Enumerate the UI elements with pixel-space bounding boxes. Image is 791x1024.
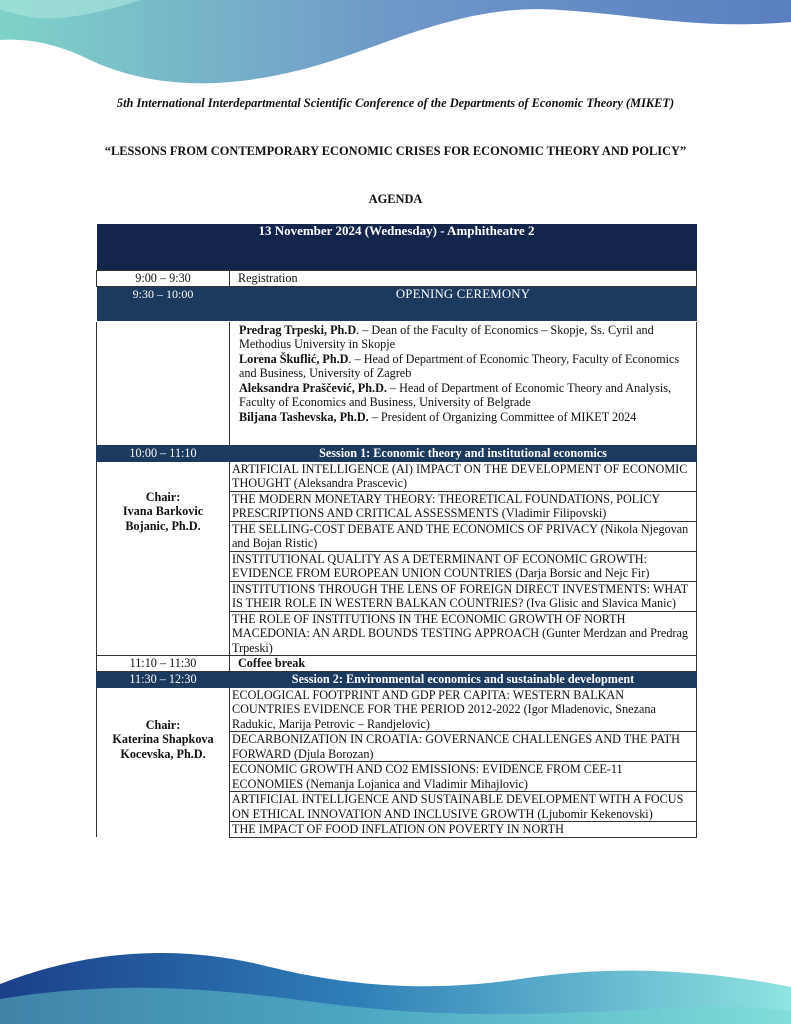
paper-title: ARTIFICIAL INTELLIGENCE (AI) IMPACT ON THE DEVELOPMENT OF ECONOMIC THOUGHT (Aleksandra Prascevic) [230,461,697,491]
conference-theme: “LESSONS FROM CONTEMPORARY ECONOMIC CRISES FOR ECONOMIC THEORY AND POLICY” [104,144,687,158]
session-2-chair [97,687,230,837]
registration-row [97,271,697,287]
session-1-title: Session 1: Economic theory and institutional economics [230,445,697,461]
paper-title: THE MODERN MONETARY THEORY: THEORETICAL FOUNDATIONS, POLICY PRESCRIPTIONS AND CRITICAL ASSESSMENTS (Vladimir Filipovski) [230,491,697,521]
agenda-table [96,224,697,838]
opening-row [97,286,697,321]
session-2-time: 11:30 – 12:30 [97,671,230,687]
agenda-heading: AGENDA [368,192,423,206]
speaker-role: . – Head of Department of Economic Theory, Faculty of Economics and Business, University of Zagreb [239,351,680,380]
session-1-chair [97,461,230,656]
chair-name: Katerina Shapkova Kocevska, Ph.D. [112,732,214,761]
day-header: 13 November 2024 (Wednesday) - Amphitheatre 2 [97,224,697,271]
paper-title: INSTITUTIONAL QUALITY AS A DETERMINANT OF ECONOMIC GROWTH: EVIDENCE FROM EUROPEAN UNION COUNTRIES (Darja Borsic and Nejc Fir) [230,551,697,581]
speaker-name: Lorena Škuflić, Ph.D [239,351,349,366]
paper-title: THE ROLE OF INSTITUTIONS IN THE ECONOMIC GROWTH OF NORTH MACEDONIA: AN ARDL BOUNDS TESTING APPROACH (Gunter Merdzan and Predrag Trpeski) [230,611,697,656]
opening-speakers [230,321,697,445]
chair-label: Chair: [145,717,181,732]
session-1-header-row [97,445,697,461]
chair-label: Chair: [145,489,181,504]
opening-speakers-row [97,321,697,445]
opening-time: 9:30 – 10:00 [97,286,230,321]
bottom-wave-decoration [0,929,791,1024]
coffee-break-time: 11:10 – 11:30 [97,656,230,672]
coffee-break-label: Coffee break [230,656,697,672]
speaker-item [239,352,692,381]
paper-title: INSTITUTIONS THROUGH THE LENS OF FOREIGN DIRECT INVESTMENTS: WHAT IS THEIR ROLE IN WESTERN BALKAN COUNTRIES? (Iva Glisic and Slavica Manic) [230,581,697,611]
chair-name: Ivana Barkovic Bojanic, Ph.D. [122,504,204,533]
conference-title: 5th International Interdepartmental Scientific Conference of the Departments of Economic Theory (MIKET) [116,96,675,110]
speaker-name: Aleksandra Praščević, Ph.D. [239,380,387,395]
paper-title: THE SELLING-COST DEBATE AND THE ECONOMICS OF PRIVACY (Nikola Njegovan and Bojan Ristic) [230,521,697,551]
paper-title: THE IMPACT OF FOOD INFLATION ON POVERTY IN NORTH [230,822,697,838]
speaker-item [239,410,692,425]
top-wave-decoration [0,0,791,100]
opening-label: OPENING CEREMONY [230,286,697,321]
paper-row [97,687,697,732]
speaker-item [239,381,692,410]
speaker-role: – Head of Department of Economic Theory and Analysis, Faculty of Economics and Business, University of Belgrade [239,380,672,409]
paper-title: ECOLOGICAL FOOTPRINT AND GDP PER CAPITA: WESTERN BALKAN COUNTRIES EVIDENCE FOR THE PERIOD 2012-2022 (Igor Mladenovic, Snezana Radukic, Marija Petrovic – Randjelovic) [230,687,697,732]
speaker-role: – President of Organizing Committee of MIKET 2024 [368,409,637,424]
registration-time: 9:00 – 9:30 [97,271,230,287]
session-2-title: Session 2: Environmental economics and sustainable development [230,671,697,687]
paper-title: ARTIFICIAL INTELLIGENCE AND SUSTAINABLE DEVELOPMENT WITH A FOCUS ON ETHICAL INNOVATION AND INCLUSIVE GROWTH (Ljubomir Kekenovski) [230,792,697,822]
paper-title: ECONOMIC GROWTH AND CO2 EMISSIONS: EVIDENCE FROM CEE-11 ECONOMIES (Nemanja Lojanica and Vladimir Mihajlovic) [230,762,697,792]
speaker-name: Predrag Trpeski, Ph.D [239,322,357,337]
speaker-item [239,323,692,352]
speaker-name: Biljana Tashevska, Ph.D. [239,409,369,424]
session-1-time: 10:00 – 11:10 [97,445,230,461]
registration-label: Registration [230,271,697,287]
session-2-header-row [97,671,697,687]
paper-row [97,461,697,491]
speaker-role: . – Dean of the Faculty of Economics – Skopje, Ss. Cyril and Methodius University in Skopje [239,322,654,351]
opening-speakers-spacer [97,321,230,445]
day-header-row [97,224,697,271]
paper-title: DECARBONIZATION IN CROATIA: GOVERNANCE CHALLENGES AND THE PATH FORWARD (Djula Borozan) [230,732,697,762]
coffee-break-row [97,656,697,672]
